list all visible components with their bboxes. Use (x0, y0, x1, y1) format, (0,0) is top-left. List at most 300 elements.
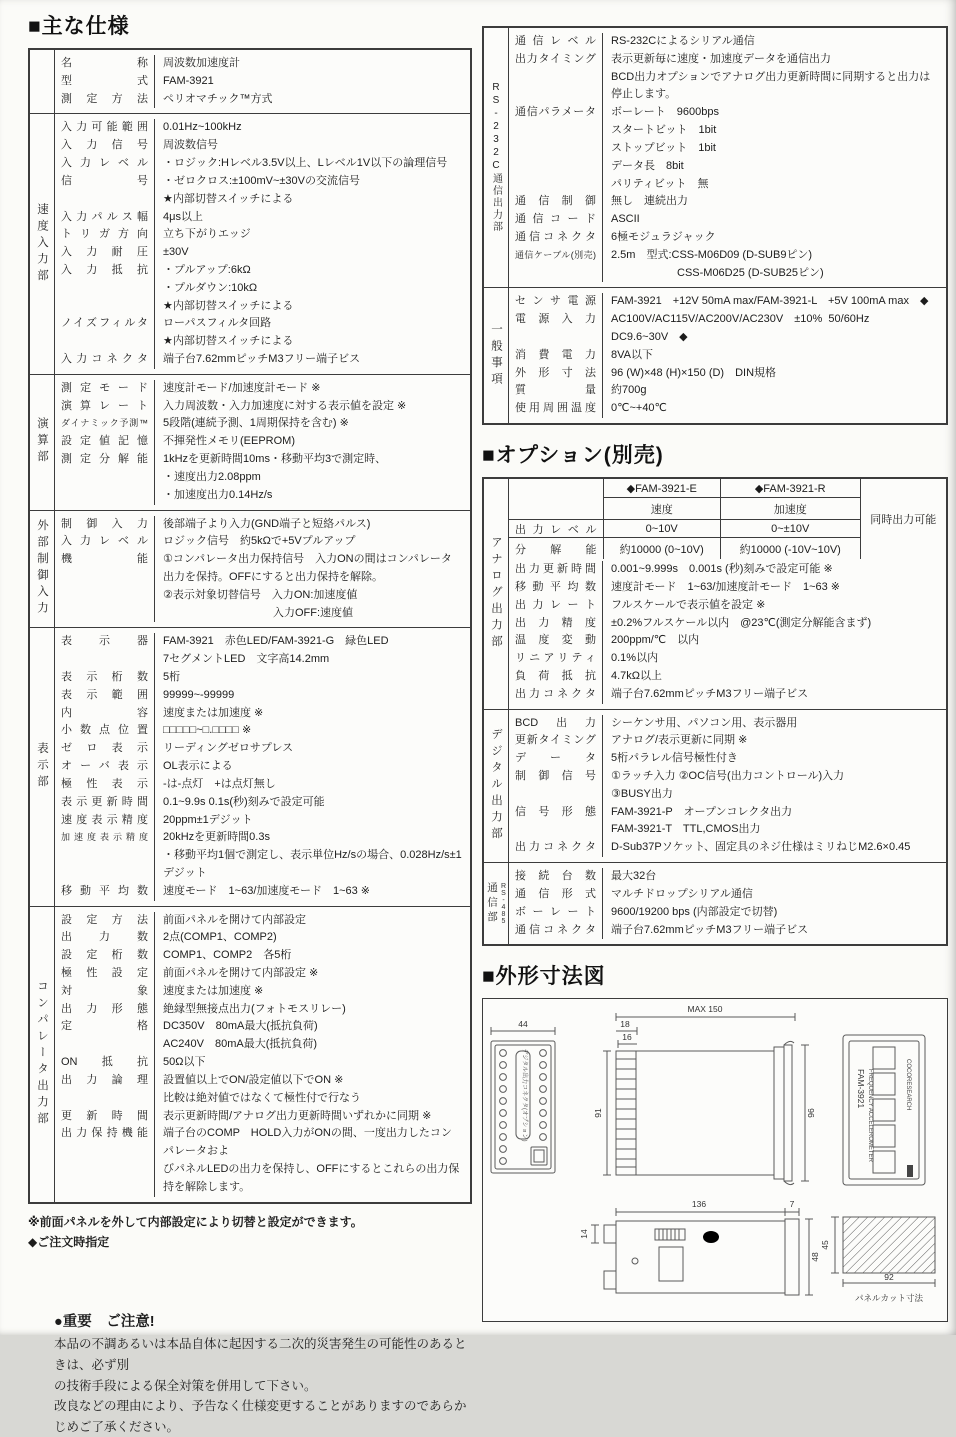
spec-row (55, 533, 470, 551)
spec-row-value (603, 686, 946, 704)
comm-spec-table (482, 26, 948, 425)
spec-row (509, 615, 946, 633)
spec-row (509, 293, 946, 311)
spec-row (55, 947, 470, 965)
spec-row (509, 211, 946, 229)
spec-row-value (603, 886, 946, 904)
spec-row (509, 33, 946, 51)
spec-row-label: データ (509, 750, 603, 768)
spec-value-line: ペリオマチック™方式 (163, 92, 273, 105)
spec-value-line: COMP1、COMP2 各5桁 (163, 949, 292, 962)
empty-cell (509, 479, 603, 520)
spec-value-line: FAM-3921 (163, 74, 214, 87)
spec-row-value (155, 740, 470, 758)
spec-row (55, 551, 470, 622)
spec-row (55, 55, 470, 73)
rear-connector-label: デジタル出力コネクタ(オプション) (521, 1048, 527, 1142)
spec-row (509, 650, 946, 668)
spec-value-line: 5桁 (163, 671, 181, 683)
spec-value-line: ストップビット 1bit (611, 141, 716, 154)
spec-value-line: AC100V/AC115V/AC200V/AC230V ±10% 50/60Hz (611, 313, 870, 326)
spec-value-line: D-Sub37Pソケット、固定具のネジ仕様はミリねじM2.6×0.45 (611, 841, 911, 854)
main-spec-table (28, 48, 472, 1204)
section-rows (55, 628, 470, 905)
section-label-rs485 (484, 863, 509, 944)
spec-value-line: ±30V (163, 246, 189, 259)
spec-row-value (603, 615, 946, 633)
spec-row-value (155, 315, 470, 351)
spec-row (55, 687, 470, 705)
option-table (482, 477, 948, 946)
spec-value-line: 端子台7.62mmピッチM3フリー端子ビス (163, 353, 361, 365)
spec-section (484, 28, 946, 287)
spec-value-line: DC350V 80mA最大(抵抗負荷) (163, 1020, 318, 1033)
spec-row-value (155, 722, 470, 740)
rear-view (491, 1019, 555, 1173)
spec-row (55, 883, 470, 901)
spec-row (55, 433, 470, 451)
spec-row (55, 1001, 470, 1019)
spec-value-line: 前面パネルを開けて内部設定 ※ (163, 967, 319, 979)
spec-row-value (155, 687, 470, 705)
spec-value-line: 0℃~+40℃ (611, 402, 667, 415)
section-label: 外部制御入力 (30, 511, 55, 628)
section-rows (55, 907, 470, 1202)
spec-row-value (155, 1108, 470, 1126)
cell-value: 0~±10V (720, 520, 860, 538)
spec-row-label: 消費電力 (509, 347, 603, 365)
spec-value-line: 約700g (611, 384, 647, 397)
spec-row-value (603, 922, 946, 940)
spec-row-label: 極性設定 (55, 965, 155, 983)
spec-value-line: 8VA以下 (611, 348, 653, 361)
section-rows (509, 28, 946, 287)
spec-row-value (155, 119, 470, 137)
spec-row (509, 886, 946, 904)
dim-136: 136 (691, 1199, 707, 1210)
panel-cut-label: パネルカット寸法 (855, 1293, 923, 1304)
dim-14: 14 (579, 1229, 589, 1240)
spec-row (55, 262, 470, 315)
spec-value-line: 入力周波数・入力加速度に対する表示値を設定 ※ (163, 399, 407, 412)
section-rows (55, 375, 470, 510)
spec-value-line: ・速度出力2.08ppm (163, 470, 261, 483)
spec-row (55, 794, 470, 812)
dimension-figure (482, 998, 948, 1322)
spec-notes (28, 1212, 472, 1253)
spec-row (55, 398, 470, 416)
main-spec-title: ■主な仕様 (28, 15, 130, 38)
section-rows (55, 50, 470, 113)
spec-row-value (155, 91, 470, 109)
spec-row-label: 使用周囲温度 (509, 400, 603, 418)
spec-row-value (155, 1072, 470, 1108)
spec-value-line: ・プルダウン:10kΩ (163, 281, 258, 294)
spec-value-line: 不揮発性メモリ(EEPROM) (163, 435, 295, 448)
section-rows (55, 114, 470, 373)
section-label-digital: デジタル出力部 (484, 710, 509, 863)
spec-row-value (155, 883, 470, 901)
spec-value-line: 4μs以上 (163, 210, 203, 223)
spec-value-line: 6極モジュラジャック (611, 230, 716, 243)
spec-row (509, 686, 946, 704)
spec-value-line: スタートビット 1bit (611, 124, 717, 137)
spec-row-value (603, 732, 946, 750)
spec-row (509, 247, 946, 283)
spec-value-line: 速度または加速度 ※ (163, 706, 264, 719)
spec-value-line: 表示更新毎に速度・加速度データを通信出力 (611, 52, 831, 65)
spec-row (509, 382, 946, 400)
spec-value-line: 端子台のCOMP HOLD入力がONの間、一度出力したコンパレータおよ (163, 1127, 452, 1158)
spec-row (55, 1018, 470, 1054)
spec-row-value (155, 705, 470, 723)
spec-row-value (155, 551, 470, 622)
spec-row-label: 出力タイミング (509, 51, 603, 104)
spec-value-line: ★内部切替スイッチによる (163, 192, 294, 205)
row-label: 出力レベル (509, 520, 603, 538)
spec-row (509, 51, 946, 104)
spec-row-label: 通信制御 (509, 193, 603, 211)
spec-row (55, 73, 470, 91)
spec-row-value (155, 1001, 470, 1019)
spec-value-line: ・加速度出力0.14Hz/s (163, 488, 273, 501)
spec-row-value (155, 829, 470, 882)
spec-row-label: 出力形態 (55, 1001, 155, 1019)
spec-row-value (155, 380, 470, 398)
spec-value-line: シーケンサ用、パソコン用、表示器用 (611, 716, 798, 729)
spec-row-label: 加速度表示精度 (55, 829, 155, 882)
spec-row (509, 229, 946, 247)
spec-row-value (155, 794, 470, 812)
spec-row (55, 137, 470, 155)
section-rows (55, 511, 470, 628)
spec-row-value (155, 262, 470, 315)
spec-row-value (155, 912, 470, 930)
spec-value-line: ②表示対象切替信号 入力ON:加速度値 (163, 588, 358, 601)
model-e-header: ◆FAM-3921-E (603, 479, 720, 498)
spec-row-value (603, 347, 946, 365)
spec-row-value (155, 516, 470, 534)
spec-value-line: アナログ/表示更新に同期 ※ (611, 734, 748, 747)
spec-row-value (155, 226, 470, 244)
spec-row-label: 表示桁数 (55, 669, 155, 687)
spec-value-line: びパネルLEDの出力を保持し、OFFにするとこれらの出力保持を解除します。 (163, 1162, 460, 1193)
section-label (30, 50, 55, 113)
spec-row-value (155, 929, 470, 947)
spec-value-line: 2点(COMP1、COMP2) (163, 931, 277, 944)
spec-row-label: ボーレート (509, 904, 603, 922)
spec-row-label: 速度表示精度 (55, 812, 155, 830)
dim-91: 91 (593, 1108, 603, 1119)
spec-value-line: 速度モード 1~63/加速度モード 1~63 ※ (163, 884, 371, 897)
spec-row-value (155, 758, 470, 776)
spec-row (55, 812, 470, 830)
spec-row-label: 表示範囲 (55, 687, 155, 705)
spec-section (30, 113, 470, 373)
spec-value-line: 9600/19200 bps (内部設定で切替) (611, 905, 778, 918)
spec-row-label: 出力コネクタ (509, 686, 603, 704)
spec-row-label: 外形寸法 (509, 365, 603, 383)
spec-row-label: 小数点位置 (55, 722, 155, 740)
spec-row (509, 365, 946, 383)
cell-value: 0~10V (603, 520, 720, 538)
spec-value-line: 比較は絶対値ではなくて極性付で行なう (163, 1091, 361, 1104)
notice-line: の技術手段による保全対策を併用して下さい。 (54, 1378, 317, 1393)
seven-segment-digits (873, 1047, 895, 1173)
spec-value-line: FAM-3921-P オープンコレクタ出力 (611, 805, 793, 818)
cell-value: 約10000 (0~10V) (603, 538, 720, 560)
spec-row-value (155, 1125, 470, 1196)
spec-row-value (155, 209, 470, 227)
spec-row-label: 設定桁数 (55, 947, 155, 965)
spec-value-line: 20ppm±1デジット (163, 813, 253, 826)
spec-row-value (603, 561, 946, 579)
notice-line: 改良などの理由により、予告なく仕様変更することがありますのであらかじめご了承ください。 (54, 1399, 467, 1434)
spec-row (55, 1054, 470, 1072)
spec-row (509, 732, 946, 750)
spec-row-value (603, 839, 946, 857)
spec-row-value (603, 750, 946, 768)
analog-matrix (509, 479, 946, 559)
spec-row-value (603, 768, 946, 804)
spec-value-line: 最大32台 (611, 870, 657, 883)
section-label: 速度入力部 (30, 114, 55, 373)
spec-row-value (155, 633, 470, 669)
spec-row (55, 380, 470, 398)
spec-row-label: 電源入力 (509, 311, 603, 347)
spec-row (55, 155, 470, 173)
spec-row (55, 758, 470, 776)
spec-row-value (603, 193, 946, 211)
dim-7: 7 (789, 1199, 795, 1210)
spec-row (509, 579, 946, 597)
spec-row-value (155, 415, 470, 433)
spec-row-label: 入力可能範囲 (55, 119, 155, 137)
spec-row-label: 通信パラメータ (509, 104, 603, 193)
spec-value-line: 5桁パラレル信号極性付き (611, 752, 738, 765)
spec-value-line: OL表示による (163, 760, 233, 773)
spec-value-line: ・プルアップ:6kΩ (163, 263, 251, 276)
spec-row-value (155, 947, 470, 965)
spec-value-line: 0.1%以内 (611, 652, 659, 665)
spec-row (509, 104, 946, 193)
spec-value-line: フルスケールで表示値を設定 ※ (611, 598, 766, 611)
spec-row (509, 750, 946, 768)
spec-row-label: 測定モード (55, 380, 155, 398)
spec-row-label: トリガ方向 (55, 226, 155, 244)
spec-row-label: 極性表示 (55, 776, 155, 794)
spec-row-value (603, 229, 946, 247)
spec-row-value (155, 812, 470, 830)
right-column (482, 0, 948, 1322)
spec-row-label: 通信ケーブル(別売) (509, 247, 603, 283)
spec-row-value (603, 365, 946, 383)
spec-row-label: 機能 (55, 551, 155, 622)
spec-row-label: 定格 (55, 1018, 155, 1054)
spec-row-label: 出力数 (55, 929, 155, 947)
spec-value-line: リーディングゼロサプレス (163, 742, 294, 755)
spec-value-line: データ長 8bit (611, 159, 684, 172)
spec-row-value (155, 55, 470, 73)
spec-row (55, 705, 470, 723)
simultaneous-note: 同時出力可能 (860, 479, 946, 559)
spec-row-value (155, 1054, 470, 1072)
spec-row-label: 信号 (55, 173, 155, 209)
analog-rows (509, 561, 946, 704)
rs485-label-sub: RS-485 (500, 882, 507, 925)
spec-row-value (155, 73, 470, 91)
spec-row (55, 173, 470, 209)
spec-row (55, 829, 470, 882)
spec-row-label: 入力レベル (55, 533, 155, 551)
spec-value-line: 0.001~9.999s 0.001s (秒)刻みで設定可能 ※ (611, 563, 833, 576)
spec-value-line: 端子台7.62mmピッチM3フリー端子ビス (611, 687, 809, 700)
section-label: コンパレータ出力部 (30, 907, 55, 1202)
spec-row (509, 804, 946, 840)
front-sub-label: FREQUENCY ACCELEROMETER (867, 1069, 873, 1163)
spec-section (30, 510, 470, 628)
spec-row-value (155, 669, 470, 687)
spec-row-label: 内容 (55, 705, 155, 723)
spec-row-label: 制御信号 (509, 768, 603, 804)
spec-value-line: CSS-M06D25 (D-SUB25ピン) (611, 266, 824, 279)
spec-row (509, 715, 946, 733)
spec-row (55, 912, 470, 930)
spec-value-line: 2.5m 型式:CSS-M06D09 (D-SUB9ピン) (611, 248, 813, 261)
spec-row-label: 出力更新時間 (509, 561, 603, 579)
spec-value-line: 96 (W)×48 (H)×150 (D) DIN規格 (611, 366, 777, 379)
spec-row (55, 1125, 470, 1196)
spec-value-line: 入力OFF:速度値 (163, 606, 354, 619)
spec-value-line: ・ロジック:Hレベル3.5V以上、Lレベル1V以下の論理信号 (163, 157, 448, 170)
spec-row-label: 制御入力 (55, 516, 155, 534)
rs485-rows (509, 863, 946, 944)
spec-row-value (603, 632, 946, 650)
spec-row (55, 1072, 470, 1108)
digital-output-section (484, 709, 946, 863)
spec-row-label: 移動平均数 (509, 579, 603, 597)
spec-row-label: 出力レート (509, 597, 603, 615)
spec-row (55, 351, 470, 369)
spec-value-line: ロジック信号 約5kΩで+5Vプルアップ (163, 535, 356, 548)
spec-value-line: 無し 連続出力 (611, 195, 688, 208)
spec-value-line: RS-232Cによるシリアル通信 (611, 35, 755, 47)
dim-48: 48 (810, 1252, 820, 1263)
spec-row (55, 1108, 470, 1126)
section-label: RS-232C通信出力部 (484, 28, 509, 287)
spec-row-label: 型式 (55, 73, 155, 91)
panel-cut-view (820, 1217, 935, 1303)
spec-row-label: 出力論理 (55, 1072, 155, 1108)
spec-value-line: FAM-3921 赤色LED/FAM-3921-G 緑色LED (163, 635, 389, 648)
spec-row-label: 演算レート (55, 398, 155, 416)
spec-value-line: 速度または加速度 ※ (163, 984, 264, 997)
spec-value-line: AC240V 80mA最大(抵抗負荷) (163, 1038, 318, 1051)
spec-row-label: 名称 (55, 55, 155, 73)
spec-row-label: 表示器 (55, 633, 155, 669)
spec-value-line: 0.1~9.9s 0.1s(秒)刻みで設定可能 (163, 795, 325, 808)
notice-title: ●重要 ご注意! (54, 1314, 155, 1331)
model-r-header: ◆FAM-3921-R (720, 479, 860, 498)
spec-row (55, 965, 470, 983)
spec-row-label: 通信コネクタ (509, 229, 603, 247)
spec-row-label: 移動平均数 (55, 883, 155, 901)
spec-row (55, 983, 470, 1001)
brand-logo-mark (907, 1165, 913, 1177)
spec-row-label: 対象 (55, 983, 155, 1001)
dim-16: 16 (622, 1032, 632, 1043)
spec-row-value (603, 400, 946, 418)
spec-row-label: 出力精度 (509, 615, 603, 633)
spec-row (509, 597, 946, 615)
spec-value-line: パリティビット 無 (611, 177, 709, 190)
spec-row-label: 通信コード (509, 211, 603, 229)
spec-row-label: 測定方法 (55, 91, 155, 109)
dim-44: 44 (518, 1019, 528, 1030)
spec-value-line: 絶縁型無接点出力(フォトモスリレー) (163, 1002, 346, 1015)
dim-96: 96 (806, 1108, 816, 1119)
spec-row-value (603, 247, 946, 283)
spec-row-value (155, 244, 470, 262)
dim-92: 92 (884, 1272, 894, 1283)
spec-row-value (155, 137, 470, 155)
spec-value-line: ±0.2%フルスケール以内 @23℃(測定分解能含まず) (611, 616, 872, 629)
spec-value-line: 端子台7.62mmピッチM3フリー端子ビス (611, 923, 809, 936)
spec-row-label: 入力抵抗 (55, 262, 155, 315)
important-notice (28, 1310, 472, 1437)
spec-row-value (603, 579, 946, 597)
brand-label: COCORESEARCH (905, 1059, 911, 1111)
spec-row-label: 入力コネクタ (55, 351, 155, 369)
digital-rows (509, 710, 946, 863)
side-view (593, 1004, 816, 1185)
spec-row-label: 通信コネクタ (509, 922, 603, 940)
spec-row (55, 119, 470, 137)
spec-row (55, 776, 470, 794)
spec-row-value (603, 868, 946, 886)
spec-row-value (603, 382, 946, 400)
spec-value-line: 200ppm/℃ 以内 (611, 634, 700, 647)
rs485-comm-section (484, 862, 946, 944)
spec-row-value (155, 398, 470, 416)
spec-row-value (155, 451, 470, 504)
spec-row-label: 負荷抵抗 (509, 668, 603, 686)
spec-value-line: 前面パネルを開けて内部設定 (163, 913, 306, 926)
spec-row-label: 質量 (509, 382, 603, 400)
spec-row-value (155, 351, 470, 369)
spec-row (509, 632, 946, 650)
spec-value-line: FAM-3921-T TTL,CMOS出力 (611, 823, 761, 836)
spec-value-line: 5段階(連続予測、1周期保持を含む) ※ (163, 417, 349, 430)
spec-row-value (155, 173, 470, 209)
spec-value-line: ASCII (611, 213, 640, 226)
spec-row (509, 311, 946, 347)
table-row (509, 479, 946, 498)
spec-value-line: FAM-3921 +12V 50mA max/FAM-3921-L +5V 100mA max ◆ (611, 295, 929, 308)
spec-row-value (155, 433, 470, 451)
spec-row (55, 669, 470, 687)
left-column (28, 0, 472, 1437)
spec-value-line: 7セグメントLED 文字高14.2mm (163, 653, 330, 666)
spec-value-line: ★内部切替スイッチによる (163, 335, 294, 348)
spec-value-line: ・ゼロクロス:±100mV~±30Vの交流信号 (163, 174, 360, 187)
option-title: ■オプション(別売) (482, 444, 664, 468)
spec-row-value (603, 211, 946, 229)
spec-row-value (155, 965, 470, 983)
spec-value-line: -は-点灯 +は点灯無し (163, 777, 276, 790)
spec-value-line: 速度計モード 1~63/加速度計モード 1~63 ※ (611, 580, 841, 593)
spec-value-line: 0.01Hz~100kHz (163, 121, 242, 134)
